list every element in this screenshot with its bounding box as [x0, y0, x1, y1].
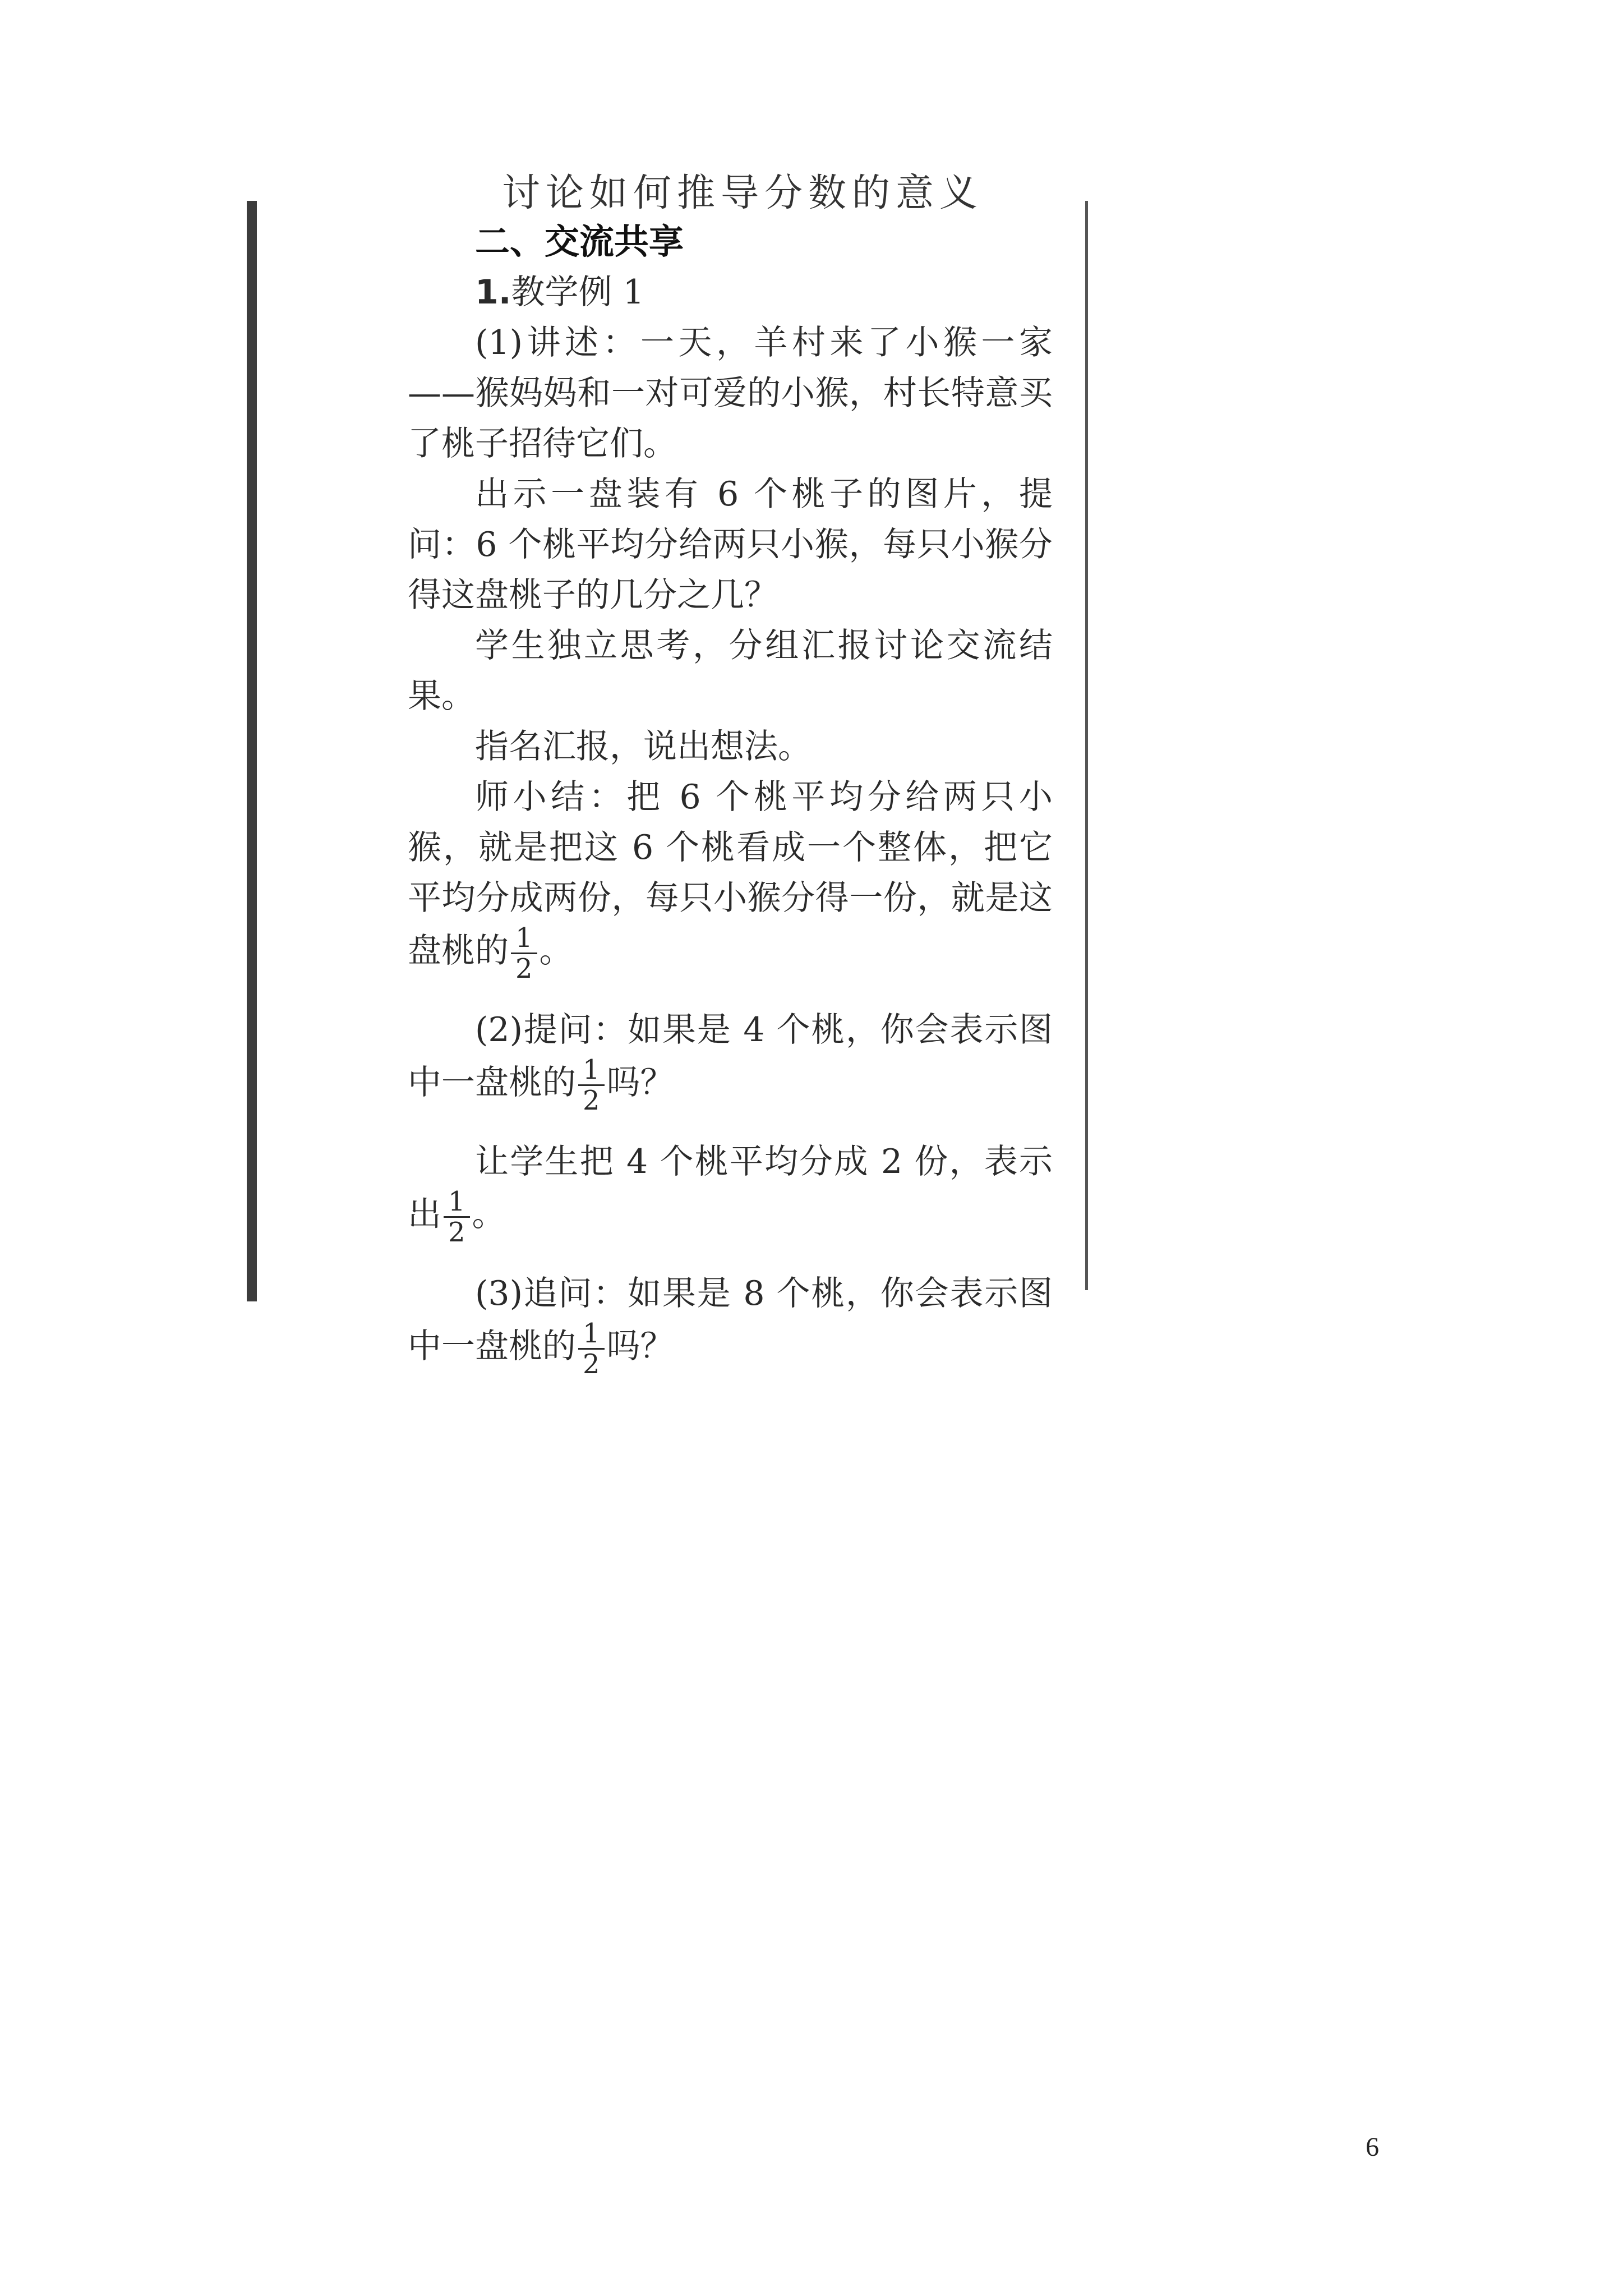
fraction-one-half: [444, 1187, 470, 1247]
fraction-numerator: 1: [444, 1187, 470, 1218]
fraction-denominator: 2: [583, 1085, 600, 1116]
fraction-numerator: 1: [578, 1319, 605, 1350]
fraction-denominator: 2: [583, 1349, 600, 1380]
four-peaches-text: (2)提问：如果是 4 个桃，你会表示图中一盘桃的: [408, 1010, 1053, 1103]
example-number: 1.: [475, 273, 511, 312]
fraction-one-half: [578, 1055, 605, 1115]
paragraph-report: 指名汇报，说出想法。: [475, 727, 811, 766]
summary-end: 。: [539, 931, 573, 971]
paragraph-student-activity: [408, 1137, 1053, 1247]
four-peaches-end: 吗？: [606, 1063, 674, 1103]
paragraph-eight-peaches-question: [408, 1268, 1053, 1379]
fraction-denominator: 2: [448, 1217, 465, 1248]
activity-text: 让学生把 4 个桃平均分成 2 份，表示出: [408, 1142, 1053, 1235]
activity-end: 。: [472, 1195, 506, 1235]
fraction-one-half: [511, 923, 537, 983]
left-margin-bar: [247, 201, 257, 1301]
paragraph-independent-thinking: 学生独立思考，分组汇报讨论交流结果。: [408, 626, 1053, 716]
summary-text: 师小结：把 6 个桃平均分给两只小猴，就是把这 6 个桃看成一个整体，把它平均分成两份，每只小猴分得一份，就是这盘桃的: [408, 777, 1053, 971]
example-title: 教学例 1: [511, 273, 644, 312]
document-body: [408, 217, 1053, 1379]
fraction-denominator: 2: [515, 953, 533, 984]
cut-off-text: 讨论如何推导分数的意义: [502, 171, 984, 215]
right-margin-rule: [1085, 201, 1088, 1290]
fraction-numerator: 1: [578, 1055, 605, 1086]
paragraph-narration: (1)讲述：一天，羊村来了小猴一家——猴妈妈和一对可爱的小猴，村长特意买了桃子招待它们。: [408, 323, 1053, 463]
eight-peaches-end: 吗？: [606, 1327, 674, 1366]
eight-peaches-text: (3)追问：如果是 8 个桃，你会表示图中一盘桃的: [408, 1274, 1053, 1366]
paragraph-question-six-peaches: 出示一盘装有 6 个桃子的图片，提问：6 个桃平均分给两只小猴，每只小猴分得这盘桃子的几分之几？: [408, 475, 1053, 615]
fraction-numerator: 1: [511, 923, 537, 954]
fraction-one-half: [578, 1319, 605, 1379]
page-number: 6: [1366, 2132, 1379, 2162]
cut-off-text-line: [502, 171, 1007, 215]
example-heading: [475, 267, 1053, 318]
paragraph-four-peaches-question: [408, 1005, 1053, 1115]
section-title: 二、交流共享: [475, 221, 684, 262]
paragraph-teacher-summary: [408, 772, 1053, 983]
